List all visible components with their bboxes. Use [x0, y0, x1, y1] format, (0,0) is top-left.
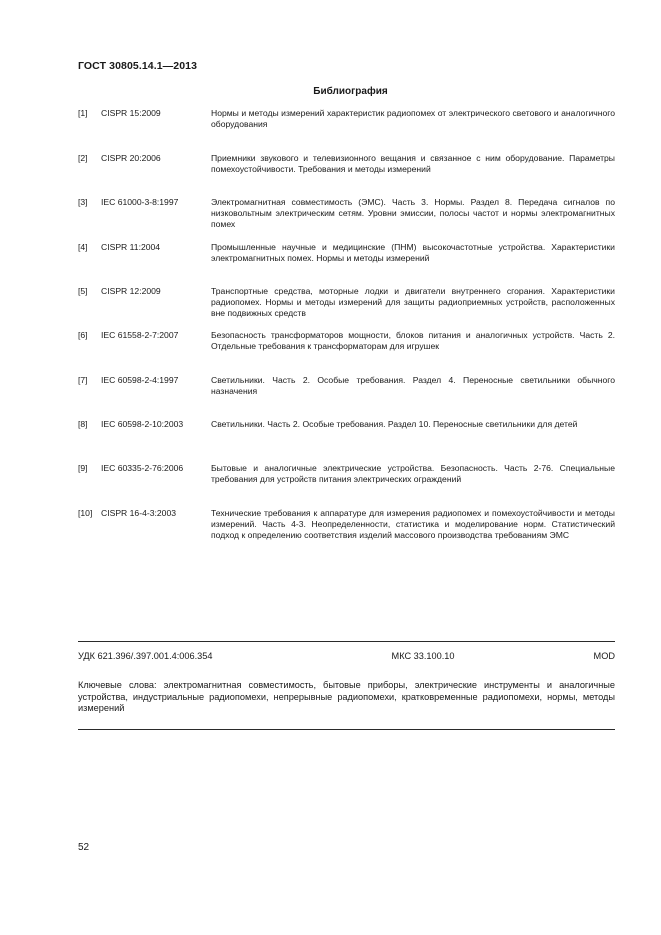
mod-label: MOD [593, 651, 615, 661]
entry-standard-code: IEC 61000-3-8:1997 [101, 197, 179, 207]
entry-description: Светильники. Часть 2. Особые требования. Раздел 10. Переносные светильники для детей [211, 419, 578, 429]
entry-number: [5] [78, 286, 88, 296]
entry-number: [6] [78, 330, 88, 340]
entry-description: Технические требования к аппаратуре для измерения радиопомех и помехоустойчивости и методы измерений. Часть 4-3. Неопределенности, статистика и моделирование норм. Статистический подход к определению соответствия изделий массового производства требованиям ЭМС [211, 508, 615, 541]
entry-description: Светильники. Часть 2. Особые требования. Раздел 4. Переносные светильники обычного назначения [211, 375, 615, 397]
footer-bottom-divider [78, 729, 615, 730]
page-number: 52 [78, 842, 90, 853]
keywords-paragraph: Ключевые слова: электромагнитная совместимость, бытовые приборы, электрические инструменты и аналогичные устройства, индустриальные радиопомехи, непрерывные радиопомехи, кратковременные радиопомехи, нормы, методы измерений [78, 680, 615, 714]
classification-row [78, 651, 615, 661]
entry-description: Безопасность трансформаторов мощности, блоков питания и аналогичных устройств. Часть 2. Отдельные требования к трансформаторам для игрушек [211, 330, 615, 352]
udk-code: УДК 621.396/.397.001.4:006.354 [78, 651, 213, 661]
document-header: ГОСТ 30805.14.1—2013 [78, 60, 198, 72]
bibliography-entry [78, 242, 615, 286]
bibliography-entry [78, 463, 615, 508]
entry-standard-code: IEC 60335-2-76:2006 [101, 463, 184, 473]
entry-standard-code: IEC 60598-2-10:2003 [101, 419, 184, 429]
bibliography-entry [78, 153, 615, 197]
bibliography-title: Библиография [313, 86, 388, 97]
bibliography-entry [78, 286, 615, 330]
entry-description: Бытовые и аналогичные электрические устройства. Безопасность. Часть 2-76. Специальные требования для устройств питания электрических ограждений [211, 463, 615, 485]
entry-description: Электромагнитная совместимость (ЭМС). Часть 3. Нормы. Раздел 8. Передача сигналов по низковольтным электрическим сетям. Уровни эмиссии, полосы частот и нормы электромагнитных помех [211, 197, 615, 230]
entry-standard-code: CISPR 20:2006 [101, 153, 161, 163]
bibliography-list [78, 108, 615, 556]
bibliography-entry [78, 330, 615, 375]
entry-number: [4] [78, 242, 88, 252]
entry-description: Нормы и методы измерений характеристик радиопомех от электрического светового и аналогичного оборудования [211, 108, 615, 130]
entry-standard-code: CISPR 16-4-3:2003 [101, 508, 176, 518]
bibliography-entry [78, 197, 615, 242]
entry-description: Транспортные средства, моторные лодки и двигатели внутреннего сгорания. Характеристики радиопомех. Нормы и методы измерений для защиты радиоприемных устройств, расположенных вне подвижных средств [211, 286, 615, 319]
entry-standard-code: IEC 61558-2-7:2007 [101, 330, 179, 340]
bibliography-entry [78, 108, 615, 153]
entry-number: [1] [78, 108, 88, 118]
entry-standard-code: CISPR 12:2009 [101, 286, 161, 296]
entry-number: [3] [78, 197, 88, 207]
entry-description: Промышленные научные и медицинские (ПНМ) высокочастотные устройства. Характеристики электромагнитных помех. Нормы и методы измерений [211, 242, 615, 264]
entry-number: [7] [78, 375, 88, 385]
entry-number: [8] [78, 419, 88, 429]
entry-description: Приемники звукового и телевизионного вещания и связанное с ним оборудование. Параметры помехоустойчивости. Требования и методы измерений [211, 153, 615, 175]
bibliography-entry [78, 375, 615, 419]
entry-number: [9] [78, 463, 88, 473]
entry-standard-code: CISPR 11:2004 [101, 242, 161, 252]
bibliography-entry [78, 508, 615, 556]
bibliography-entry [78, 419, 615, 463]
mks-code: МКС 33.100.10 [391, 651, 455, 661]
footer-top-divider [78, 641, 615, 642]
entry-standard-code: CISPR 15:2009 [101, 108, 161, 118]
entry-number: [10] [78, 508, 93, 518]
entry-number: [2] [78, 153, 88, 163]
entry-standard-code: IEC 60598-2-4:1997 [101, 375, 179, 385]
